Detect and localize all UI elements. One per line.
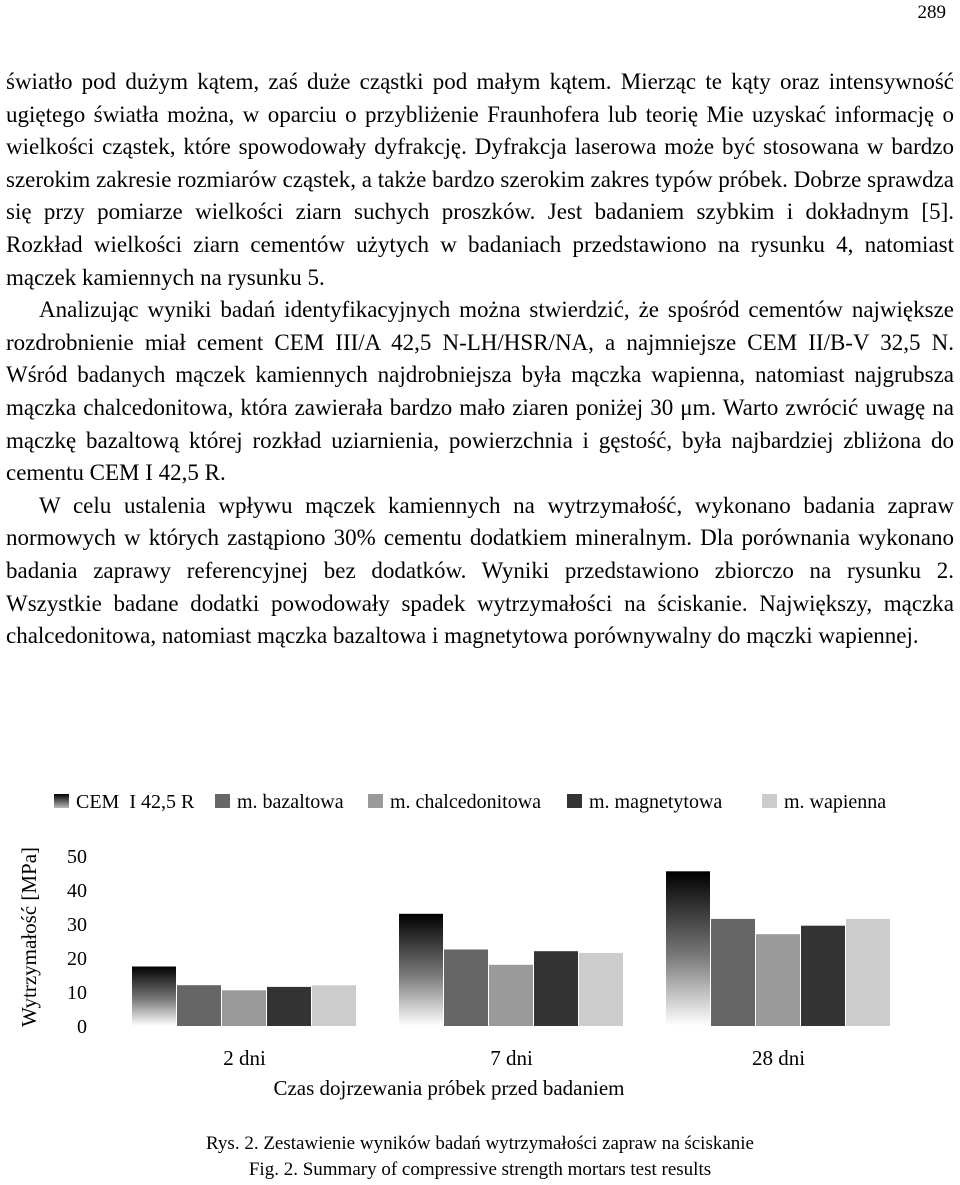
bar-5-2 xyxy=(579,953,623,1026)
legend-label: CEM I 42,5 R xyxy=(76,791,195,813)
strength-chart-svg xyxy=(12,782,942,1122)
bar-2-2 xyxy=(444,950,488,1027)
legend-swatch xyxy=(215,794,230,808)
legend-label: m. wapienna xyxy=(784,791,887,813)
paragraph-1: światło pod dużym kątem, zaś duże cząstki pod małym kątem. Mierząc te kąty oraz intensywność ugiętego światła można, w oparciu o przybliżenie Fraunhofera lub teorię Mie uzyskać informację o wielkości cząstek, które spowodowały dyfrakcję. Dyfrakcja laserowa może być stosowana w bardzo szerokim zakresie rozmiarów cząstek, a także bardzo szerokim zakres typów próbek. Dobrze sprawdza się przy pomiarze wielkości ziarn suchych proszków. Jest badaniem szybkim i dokładnym [5]. Rozkład wielkości ziarn cementów użytych w badaniach przedstawiono na rysunku 4, natomiast mączek kamiennych na rysunku 5. xyxy=(6,69,954,290)
chart-legend xyxy=(54,791,886,813)
chart-bars xyxy=(132,871,890,1070)
bar-1-1 xyxy=(132,967,176,1027)
chart-axes xyxy=(67,846,87,1038)
bar-3-3 xyxy=(756,934,800,1026)
x-tick-label: 7 dni xyxy=(490,1046,533,1070)
x-axis-label: Czas dojrzewania próbek przed badaniem xyxy=(273,1076,625,1100)
figure-caption-pl: Rys. 2. Zestawienie wyników badań wytrzymałości zapraw na ściskanie xyxy=(206,1133,754,1154)
legend-label: m. bazaltowa xyxy=(237,791,344,813)
body-text xyxy=(6,66,954,653)
bar-4-3 xyxy=(801,926,845,1026)
x-tick-label: 28 dni xyxy=(751,1046,806,1070)
legend-label: m. magnetytowa xyxy=(589,791,723,813)
x-tick-label: 2 dni xyxy=(223,1046,266,1070)
bar-4-1 xyxy=(267,987,311,1026)
bar-4-2 xyxy=(534,951,578,1026)
bar-3-2 xyxy=(489,965,533,1026)
legend-swatch xyxy=(54,794,69,808)
strength-chart xyxy=(12,782,942,1127)
bar-2-3 xyxy=(711,919,755,1026)
page-number: 289 xyxy=(917,2,946,23)
y-tick-label: 40 xyxy=(67,880,87,902)
bar-2-1 xyxy=(177,985,221,1026)
y-tick-label: 20 xyxy=(67,948,87,970)
legend-label: m. chalcedonitowa xyxy=(390,791,542,813)
bar-5-1 xyxy=(312,985,356,1026)
paragraph-3: W celu ustalenia wpływu mączek kamiennych na wytrzymałość, wykonano badania zapraw normowych w których zastąpiono 30% cementu dodatkiem mineralnym. Dla porównania wykonano badania zaprawy referencyjnej bez dodatków. Wyniki przedstawiono zbiorczo na rysunku 2. Wszystkie badane dodatki powodowały spadek wytrzymałości na ściskanie. Największy, mączka chalcedonitowa, natomiast mączka bazaltowa i magnetytowa porównywalny do mączki wapiennej. xyxy=(6,492,954,649)
y-axis-label: Wytrzymałość [MPa] xyxy=(17,846,41,1028)
bar-5-3 xyxy=(846,919,890,1026)
figure-caption-en: Fig. 2. Summary of compressive strength mortars test results xyxy=(248,1159,712,1180)
y-tick-label: 10 xyxy=(67,982,87,1004)
bar-1-2 xyxy=(399,914,443,1026)
legend-swatch xyxy=(762,794,777,808)
y-tick-label: 0 xyxy=(77,1016,87,1038)
paragraph-2: Analizując wyniki badań identyfikacyjnych można stwierdzić, że spośród cementów największe rozdrobnienie miał cement CEM III/A 42,5 N-LH/HSR/NA, a najmniejsze CEM II/B-V 32,5 N. Wśród badanych mączek kamiennych najdrobniejsza była mączka wapienna, natomiast najgrubsza mączka chalcedonitowa, która zawierała bardzo mało ziaren poniżej 30 μm. Warto zwrócić uwagę na mączkę bazaltową której rozkład uziarnienia, powierzchnia i gęstość, była najbardziej zbliżona do cementu CEM I 42,5 R. xyxy=(6,297,954,486)
bar-1-3 xyxy=(666,871,710,1026)
legend-swatch xyxy=(567,794,582,808)
bar-3-1 xyxy=(222,990,266,1026)
y-tick-label: 30 xyxy=(67,914,87,936)
y-tick-label: 50 xyxy=(67,846,87,868)
legend-swatch xyxy=(368,794,383,808)
